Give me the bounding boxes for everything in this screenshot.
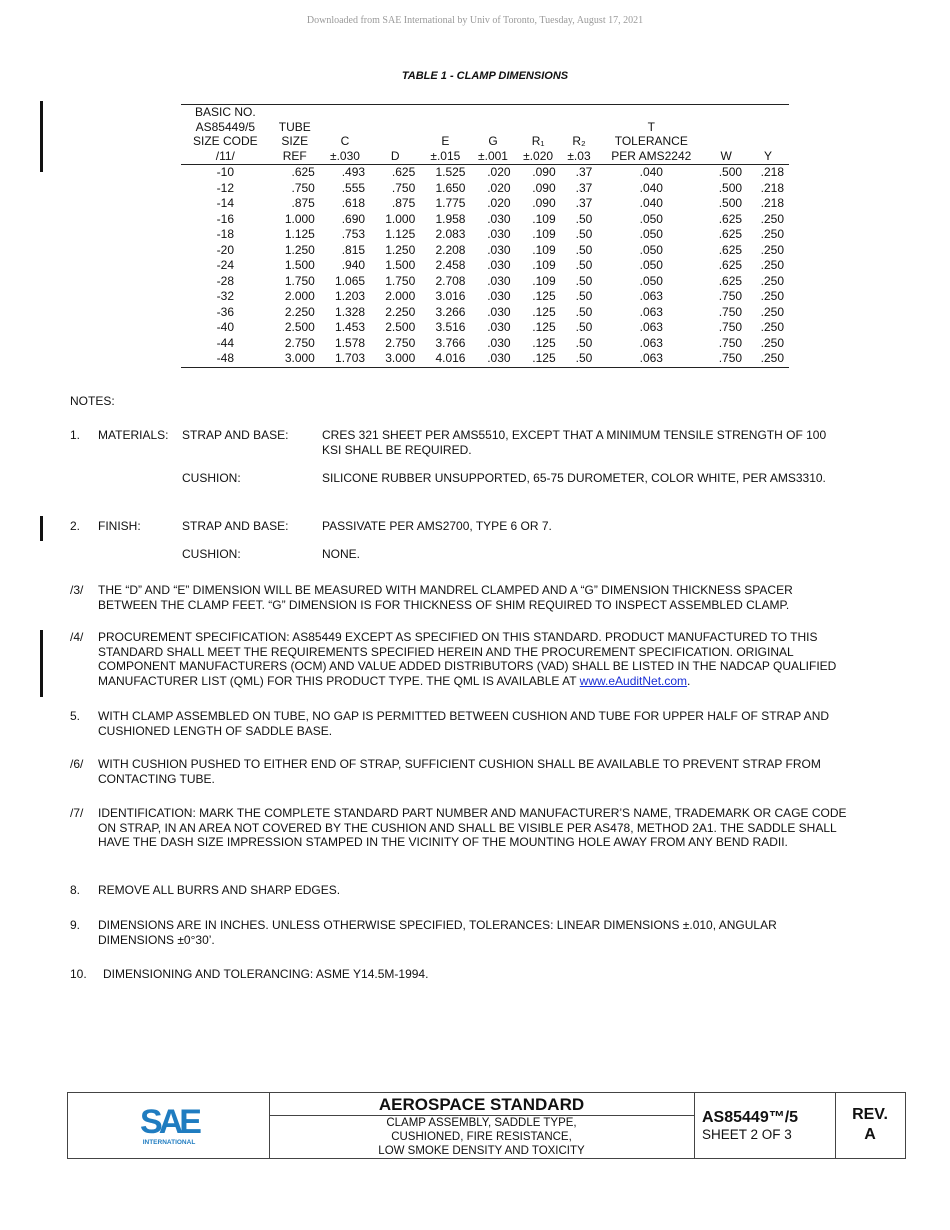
table-cell: .050 [639, 258, 663, 272]
title-block [67, 1092, 906, 1159]
table-cell: .625 [718, 227, 743, 241]
revision-cell [835, 1093, 905, 1158]
table-cell: .875 [391, 196, 416, 210]
column-header [597, 105, 705, 165]
column-header-line: ±.030 [329, 148, 360, 163]
table-cell: .030 [470, 351, 515, 367]
table-cell: .040 [639, 180, 663, 195]
table-cell: -28 [216, 273, 234, 288]
table-row [181, 305, 789, 321]
part-number: AS85449™/5 [702, 1109, 799, 1126]
table-cell: .250 [760, 258, 784, 272]
column-header-line: BASIC NO. [194, 105, 256, 119]
table-row [181, 165, 789, 181]
table-cell: .109 [532, 258, 556, 272]
table-cell: .063 [639, 289, 663, 303]
note-value: CRES 321 SHEET PER AMS5510, EXCEPT THAT A MINIMUM TENSILE STRENGTH OF 100 KSI SHALL BE REQUIRED. [322, 428, 827, 457]
table-cell: .030 [487, 289, 511, 303]
table-cell: .050 [639, 211, 663, 226]
table-cell: .218 [760, 196, 784, 210]
table-cell: .250 [760, 289, 784, 303]
note-text: WITH CUSHION PUSHED TO EITHER END OF STRAP, SUFFICIENT CUSHION SHALL BE AVAILABLE TO PREVENT STRAP FROM CONTACTING TUBE. [98, 757, 821, 786]
sae-logo-cell [68, 1093, 270, 1158]
table-row [181, 227, 789, 243]
table-cell: .125 [516, 351, 561, 367]
table-cell: 3.000 [270, 351, 320, 367]
note-sublabel: CUSHION: [182, 471, 241, 485]
note-label: MATERIALS: [98, 428, 169, 442]
table-cell: .030 [487, 320, 511, 334]
table-cell: 2.208 [435, 242, 466, 257]
revision-bar [40, 516, 43, 541]
table-cell: .030 [487, 304, 511, 319]
table-cell: .50 [561, 351, 598, 367]
note-text [98, 630, 850, 688]
table-cell: 1.453 [335, 320, 366, 334]
revision-bar [40, 630, 43, 697]
table-cell: -16 [216, 211, 234, 226]
column-header [705, 105, 747, 165]
note-value: SILICONE RUBBER UNSUPPORTED, 65-75 DUROMETER, COLOR WHITE, PER AMS3310. [322, 471, 826, 485]
part-number-cell [694, 1093, 836, 1158]
table-cell: -18 [216, 227, 234, 241]
table-cell: 2.500 [284, 320, 315, 334]
table-cell: .50 [575, 258, 593, 272]
table-cell: .50 [575, 242, 593, 257]
table-header-row [181, 105, 789, 165]
table-cell: -20 [216, 242, 234, 257]
sae-logo-text: SAE [140, 1103, 198, 1141]
table-cell: .750 [391, 180, 416, 195]
note-number: 1. [70, 428, 81, 442]
table-row [181, 243, 789, 259]
table-cell: .625 [291, 165, 315, 179]
table-cell: .109 [532, 242, 556, 257]
table-cell: .500 [718, 165, 743, 179]
table-cell: .125 [532, 320, 556, 334]
table-cell: .750 [718, 320, 743, 334]
column-header-line: R₂ [572, 134, 586, 148]
table-cell: 2.000 [284, 289, 315, 303]
table-cell: 3.016 [435, 289, 466, 303]
table-cell: 1.525 [435, 165, 466, 179]
table-cell: .625 [391, 165, 416, 179]
table-cell: 2.083 [435, 227, 466, 241]
table-row [181, 196, 789, 212]
standard-description [269, 1116, 694, 1158]
note-number: 5. [70, 709, 81, 723]
table-cell: .750 [718, 335, 743, 350]
table-cell: .063 [597, 351, 705, 367]
table-cell: .618 [341, 196, 366, 210]
table-cell: .250 [760, 273, 784, 288]
table-cell: -12 [216, 180, 234, 195]
table-cell: .040 [639, 165, 663, 179]
note-1 [70, 428, 850, 503]
table-cell: 1.000 [284, 211, 315, 226]
sae-logo [68, 1093, 269, 1158]
table-row [181, 336, 789, 352]
column-header-line: SIZE [281, 134, 309, 148]
table-row [181, 274, 789, 290]
table-row [181, 212, 789, 228]
table-cell: 1.703 [320, 351, 370, 367]
table-cell: .050 [639, 227, 663, 241]
standard-cell [269, 1093, 695, 1158]
column-header-line: ±.015 [430, 148, 461, 163]
table-cell: .50 [575, 273, 593, 288]
table-cell: .020 [487, 165, 511, 179]
table-cell: 1.065 [335, 273, 366, 288]
note-text: IDENTIFICATION: MARK THE COMPLETE STANDARD PART NUMBER AND MANUFACTURER’S NAME, TRADEMARK OR CAGE CODE ON STRAP, IN AN AREA NOT COVERED BY THE CUSHION AND SHALL BE VISIBLE PER AS478, METHOD 2A1. THE SADDLE SHALL HAVE THE DASH SIZE IMPRESSION STAMPED IN THE VICINITY OF THE MOUNTING HOLE AWAY FROM ANY BEND RADII. [98, 806, 847, 849]
table-cell: .125 [532, 304, 556, 319]
note-6 [70, 757, 850, 786]
table-cell: 3.266 [435, 304, 466, 319]
table-cell: .625 [718, 258, 743, 272]
table-row [181, 258, 789, 274]
table-cell: .030 [487, 242, 511, 257]
table-cell: .063 [639, 304, 663, 319]
column-header-line: ±.001 [478, 148, 508, 163]
table-cell: .753 [341, 227, 366, 241]
sae-logo-subtext: INTERNATIONAL [142, 1139, 196, 1146]
table-cell: .020 [487, 196, 511, 210]
note-label: FINISH: [98, 519, 141, 533]
table-cell: .625 [718, 242, 743, 257]
note-value: NONE. [322, 547, 361, 561]
table-cell: .030 [487, 227, 511, 241]
note-text: DIMENSIONS ARE IN INCHES. UNLESS OTHERWISE SPECIFIED, TOLERANCES: LINEAR DIMENSIONS ±.010, ANGULAR DIMENSIONS ±0°30’. [98, 918, 777, 947]
table-cell: .50 [575, 227, 593, 241]
notes-heading: NOTES: [70, 394, 115, 408]
description-line: CLAMP ASSEMBLY, SADDLE TYPE, [386, 1117, 577, 1129]
note-text: THE “D” AND “E” DIMENSION WILL BE MEASURED WITH MANDREL CLAMPED AND A “G” DIMENSION THICKNESS SPACER BETWEEN THE CLAMP FEET. “G” DIMENSION IS FOR THICKNESS OF SHIM REQUIRED TO INSPECT ASSEMBLED CLAMP. [98, 583, 793, 612]
note-7 [70, 806, 850, 850]
table-cell: .125 [532, 335, 556, 350]
column-header [370, 105, 420, 165]
note-number: /4/ [70, 630, 84, 644]
table-cell: .050 [639, 242, 663, 257]
table-cell: 1.000 [385, 211, 416, 226]
table-cell: -48 [181, 351, 270, 367]
table-cell: .493 [341, 165, 366, 179]
column-header-line: Y [764, 148, 773, 163]
table-cell: -44 [216, 335, 234, 350]
table-body [181, 165, 789, 368]
table-row [181, 181, 789, 197]
table-cell: 1.203 [335, 289, 366, 303]
column-header [270, 105, 320, 165]
table-cell: .125 [532, 289, 556, 303]
table-cell: .250 [747, 351, 789, 367]
table-cell: .625 [718, 211, 743, 226]
table-cell: .940 [341, 258, 366, 272]
table-cell: 1.958 [435, 211, 466, 226]
table-cell: .090 [532, 180, 556, 195]
column-header [747, 105, 789, 165]
revision-label: REV. [852, 1106, 888, 1123]
table-cell: .030 [487, 273, 511, 288]
note-number: 8. [70, 883, 81, 897]
table-cell: -32 [216, 289, 234, 303]
table-cell: .37 [575, 165, 593, 179]
table-cell: 1.750 [284, 273, 315, 288]
table-cell: 1.250 [385, 242, 416, 257]
table-cell: .50 [575, 304, 593, 319]
table-cell: 1.578 [335, 335, 366, 350]
note-9 [70, 918, 850, 947]
note-number: /7/ [70, 806, 84, 820]
revision-bar [40, 101, 43, 172]
description-line: LOW SMOKE DENSITY AND TOXICITY [378, 1145, 585, 1157]
table-cell: .250 [760, 227, 784, 241]
column-header-line: R₁ [531, 134, 545, 148]
column-header-line: W [720, 148, 732, 163]
table-cell: 1.750 [385, 273, 416, 288]
table-cell: 3.000 [370, 351, 420, 367]
table-cell: 2.458 [435, 258, 466, 272]
table-cell: 2.250 [284, 304, 315, 319]
note-sublabel: CUSHION: [182, 547, 241, 561]
note-text: REMOVE ALL BURRS AND SHARP EDGES. [98, 883, 341, 897]
column-header-line: TOLERANCE [614, 134, 688, 148]
table-cell: 1.125 [385, 227, 416, 241]
table-cell: 2.750 [385, 335, 416, 350]
column-header-line: E [441, 134, 450, 148]
table-cell: .040 [639, 196, 663, 210]
note-number: 9. [70, 918, 81, 932]
table-cell: .250 [760, 242, 784, 257]
column-header-line: TUBE [278, 119, 311, 134]
column-header [470, 105, 515, 165]
column-header [561, 105, 598, 165]
note-sublabel: STRAP AND BASE: [182, 428, 289, 442]
revision [835, 1105, 905, 1145]
table-cell: 2.000 [385, 289, 416, 303]
note-number: /6/ [70, 757, 84, 771]
table-cell: .063 [639, 320, 663, 334]
table-cell: .555 [341, 180, 366, 195]
table-cell: .030 [487, 258, 511, 272]
note-2 [70, 519, 850, 564]
table-cell: .090 [532, 165, 556, 179]
note-5 [70, 709, 850, 738]
table-cell: -10 [216, 165, 234, 179]
column-header-line: G [488, 134, 498, 148]
table-cell: .50 [575, 211, 593, 226]
column-header-line: T [647, 119, 655, 134]
table-cell: .250 [760, 211, 784, 226]
table-cell: .030 [487, 335, 511, 350]
description-line: CUSHIONED, FIRE RESISTANCE, [391, 1131, 572, 1143]
table-cell: .109 [532, 211, 556, 226]
note-4 [70, 630, 850, 688]
sheet-number: SHEET 2 OF 3 [702, 1127, 792, 1142]
column-header-line: AS85449/5 [195, 119, 256, 134]
eauditnet-link[interactable]: www.eAuditNet.com [579, 673, 688, 688]
table-cell: .250 [760, 304, 784, 319]
table-cell: .250 [760, 335, 784, 350]
table-title: TABLE 1 - CLAMP DIMENSIONS [401, 70, 569, 82]
table-cell: .500 [718, 180, 743, 195]
table-cell: .50 [575, 335, 593, 350]
note-number: 2. [70, 519, 81, 533]
note-number: 10. [70, 967, 87, 981]
note-value: PASSIVATE PER AMS2700, TYPE 6 OR 7. [322, 519, 552, 533]
note-3 [70, 583, 850, 612]
column-header-line: D [390, 148, 400, 163]
table-cell: -24 [216, 258, 234, 272]
table-cell: 1.775 [435, 196, 466, 210]
table-cell: .750 [718, 304, 743, 319]
table-row [181, 320, 789, 336]
table-cell: 4.016 [420, 351, 470, 367]
table-cell: .37 [575, 180, 593, 195]
table-cell: .815 [341, 242, 366, 257]
table-cell: 3.766 [435, 335, 466, 350]
standard-title: AEROSPACE STANDARD [269, 1093, 694, 1116]
revision-value: A [864, 1126, 876, 1143]
table-cell: .37 [575, 196, 593, 210]
table-cell: 2.750 [284, 335, 315, 350]
note-text-end: . [687, 673, 691, 688]
note-text: WITH CLAMP ASSEMBLED ON TUBE, NO GAP IS PERMITTED BETWEEN CUSHION AND TUBE FOR UPPER HALF OF STRAP AND CUSHIONED LENGTH OF SADDLE BASE. [98, 709, 830, 738]
table-cell: .218 [760, 165, 784, 179]
column-header [420, 105, 470, 165]
table-cell: .218 [760, 180, 784, 195]
table-cell: .090 [532, 196, 556, 210]
column-header-line: REF [282, 148, 307, 163]
column-header-line: C [340, 134, 350, 148]
table-cell: 1.500 [385, 258, 416, 272]
table-cell: .109 [532, 227, 556, 241]
column-header [320, 105, 370, 165]
table-row [181, 289, 789, 305]
note-text: DIMENSIONING AND TOLERANCING: ASME Y14.5M-1994. [103, 967, 429, 981]
table-cell: 1.650 [435, 180, 466, 195]
column-header [516, 105, 561, 165]
table-cell: .625 [718, 273, 743, 288]
clamp-dimensions-table [181, 104, 789, 368]
table-cell: .50 [575, 320, 593, 334]
table-cell: .500 [718, 196, 743, 210]
table-cell: -14 [216, 196, 234, 210]
note-number: /3/ [70, 583, 84, 597]
table-cell: .875 [291, 196, 315, 210]
column-header [181, 105, 270, 165]
table-cell: .50 [575, 289, 593, 303]
note-8 [70, 883, 850, 898]
note-sublabel: STRAP AND BASE: [182, 519, 289, 533]
column-header-line: /11/ [215, 148, 235, 163]
download-notice: Downloaded from SAE International by Univ of Toronto, Tuesday, August 17, 2021 [306, 15, 644, 26]
table-cell: -40 [216, 320, 234, 334]
column-header-line: SIZE CODE [192, 134, 258, 148]
table-cell: .030 [487, 211, 511, 226]
table-cell: .750 [291, 180, 315, 195]
column-header-line: ±.03 [567, 148, 591, 163]
table-cell: 1.125 [284, 227, 315, 241]
table-cell: -36 [216, 304, 234, 319]
table-cell: 2.708 [435, 273, 466, 288]
table-row [181, 351, 789, 367]
table-cell: .109 [532, 273, 556, 288]
table-cell: .020 [487, 180, 511, 195]
table-cell: .690 [341, 211, 366, 226]
column-header-line: PER AMS2242 [611, 148, 692, 163]
note-text-body: PROCUREMENT SPECIFICATION: AS85449 EXCEPT AS SPECIFIED ON THIS STANDARD. PRODUCT MANUFACTURED TO THIS STANDARD SHALL MEET THE REQUIREMENTS SPECIFIED HEREIN AND THE PROCUREMENT SPECIFICATION. ORIGINAL COMPONENT MANUFACTURERS (OCM) AND VALUE ADDED DISTRIBUTORS (VAD) SHALL BE LISTED IN THE NADCAP QUALIFIED MANUFACTURER LIST (QML) FOR THIS PRODUCT TYPE. THE QML IS AVAILABLE AT [98, 630, 837, 688]
column-header-line: ±.020 [523, 148, 554, 163]
table-cell: .250 [760, 320, 784, 334]
table-cell: .063 [639, 335, 663, 350]
table-cell: 2.250 [385, 304, 416, 319]
table-cell: .050 [639, 273, 663, 288]
table-cell: 1.250 [284, 242, 315, 257]
table-cell: .750 [718, 289, 743, 303]
table-cell: .750 [705, 351, 747, 367]
table-cell: 3.516 [435, 320, 466, 334]
table-cell: 2.500 [385, 320, 416, 334]
note-10 [70, 967, 850, 982]
table-cell: 1.328 [335, 304, 366, 319]
table-cell: 1.500 [284, 258, 315, 272]
